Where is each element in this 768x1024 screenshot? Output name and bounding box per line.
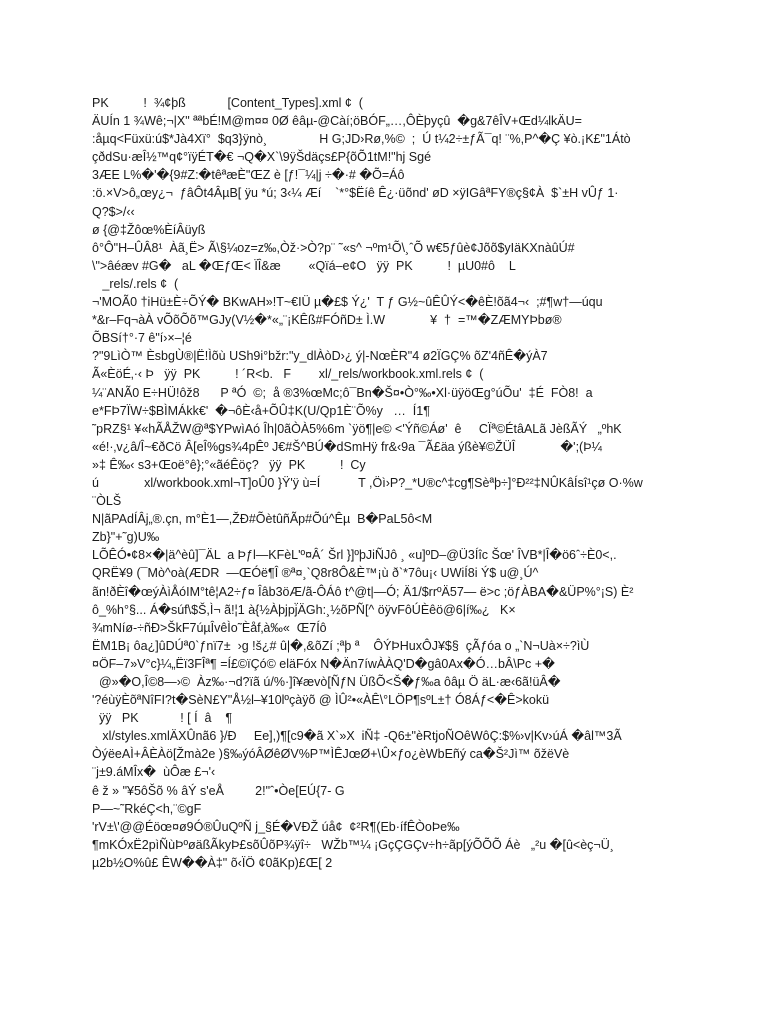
document-text-line: ¾mNíø-÷ñÐ>ŠkF7úµÎvêÌo˜Èåf‚à‰« Œ7Íô <box>92 620 327 635</box>
document-text-line: P—~˜RkéÇ<h,¨©gF <box>92 801 202 816</box>
document-text-line: PK ! ¾¢þß [Content_Types].xml ¢ ( <box>92 96 363 110</box>
document-text-line: \">âéæv #G� aL �ŒƒŒ< ÏÎ&æ «Qïá–e¢O ÿÿ PK ! µU0#ô L <box>92 258 516 273</box>
document-text-line: Ã«ÈöÉ‚·‹ Þ ÿÿ PK ! ´R<b. F xl/_rels/workbook.xml.rels ¢ ( <box>92 367 484 382</box>
document-text-line: »‡ Ê‰‹ s3+Œoë°ê};°«ãéÊöç? ÿÿ PK ! Cy <box>92 457 366 472</box>
document-text-line: ÕBSí†°·7 ê"í›×–¦é <box>92 331 192 346</box>
document-text-line: ô°Ô"H–ÛÂ8¹ Àã¸Ë> Ã\§¼oz=z‰,Òž·>Ò?p¨ ˜«s^ ¬ºm¹Õ\¸ˆÕ w€5ƒûè¢Jõõ$yIäKXnàûÚ# <box>92 240 575 255</box>
document-text-line: :åµq<Füxü:ú$*Jà4Xï° $q3}ÿnò¸ H G;JD›Rø,%© ; Ú t¼2÷±ƒÃ¯q! ¨%,P^�Ç ¥ò.¡K£"1Átò <box>92 132 631 147</box>
document-text-line: QRË¥9 (¯Mò^oà(ÆDR —ŒÓë¶Î ®ª¤¸`Q8r8Ô&È™¡ù ð`*7ôu¡‹ UWiÍ8i Ý$ u@¸Ú^ <box>92 566 539 581</box>
document-text-line: ˜pRZ§¹ ¥«hÃÅŽW@ª$YPwìAó Îh|0ãÒÀ5%6m `ÿö¶|e© <'Ýñ©Áø' ê CÏª©ÉtâALã JèßÃÝ „ºhK <box>92 421 622 436</box>
document-text-line: LÕÊÓ•¢8×�|ä^èû]¯ÄL a Þƒl—KFèL'º¤Â´ Šrl }]ºþJiÑJô ¸ «u]ºD–@Ü3Íîc Šœ' ÎVB*|Î�ö6ˆ÷È0<,. <box>92 548 617 563</box>
document-text-line: N|ãPAdÍÂj„®.çn, m°È1—,ŽÐ#ÕètûñÃp#Õú^Êµ B�PaL5ô<M <box>92 512 433 527</box>
document-text-line: *&r–Fq¬àÀ vÕõÕõ™GJy(V½�*«„¨¡KÊß#FÓñD± Ì.W ¥ † =™�ZÆMYÞbø® <box>92 313 562 328</box>
document-text-line: «é!·‚v¿â/Î~€ðCö Â[eÎ%gs¾4pÊº J€#Š^BÚ�dSmHÿ fr&‹9a ¯Ã£äa ýßè¥©ŽÜÎ �';(Þ¼ <box>92 439 602 454</box>
document-text-line: Zb}"+˜g)U‰ <box>92 530 160 545</box>
document-text-line: 'rV±\'@@Éöœ¤ø9Ó®ÛuQºÑ j_§É�VÐŽ úå¢ ¢²R¶(Eb·ífÊÒoÞe‰ <box>92 819 460 834</box>
document-text-line: ÄUÍn 1 ¾Wê;¬|X" ªªbÉ!M@m¤¤ 0Ø êâµ-@Càí;öBÓF„…,ÔÈþyçû �g&7êÎV+Œd¼lkÄU= <box>92 114 582 129</box>
document-text-line: ¨j±9.áMÎx� ùÔæ £¬'‹ <box>92 765 216 780</box>
document-text-line: @»�O,Î©8—›© Àz‰·¬d?ïã ú/%·]î¥ævò[ÑƒN ÜßÕ<Š�ƒ‰a ôâµ Ö äL·æ‹6ã!üÂ� <box>92 675 561 689</box>
document-text-line: ãn!ðÈî�œýÀìÅóIM°tê¦A2÷ƒ¤ Îâb3öÆ/ã-ÔÁô t^@t|—Ó; Ä1/$rrºÄ57— ë>c ;öƒÀBA�&ÜP%°¡S) È² <box>92 584 634 599</box>
document-text-line: '?éùÿÈõªNîFI?t�SèN£Y"Å½l–¥10lºçàÿõ @ ÌÛ²•«ÀÊ\°LÖP¶sºL±† Ó8Áƒ<�Ê>kokü <box>92 693 550 708</box>
document-text-line: ËM1B¡ ôa¿]ûDÚª0`ƒnï7± ›g !š¿# û|�,&õZí ;ªþ ª ÔÝÞHuxÔJ¥$§ çÃƒóa o „`N¬Uà×÷?ìÙ <box>92 638 590 653</box>
document-text-line: ú xl/workbook.xml¬T]oÛ0 }Ÿ'ÿ ù=Í T ,Öì›P?_*U®c^‡cg¶Sèªþ÷]°Ð²²‡NÛKâÍsî¹çø O·%w <box>92 475 643 490</box>
document-text-line: ø {@‡Žôœ%ÈíÂüyß <box>92 222 206 237</box>
document-text-line: çðdSu·æÎ½™q¢°ïÿÉT�€ ¬Q�X`\9ÿŠdäçs£P{õÕ1tM!"hj Sgé <box>92 150 432 165</box>
document-text-line: ê ž » "¥5ôŠõ % âÝ s'eÅ 2!"ˆ•Òe[EÚ{7- G <box>92 783 345 798</box>
document-text-line: ?"9LìÒ™ ÈsbgÙ®|Ë!Ìõù USh9i°bžr:"y_dlÀòD›¿ ý|-NœÈR"4 ø2ÏGÇ% õZ'4ñÊ�ýÀ7 <box>92 349 548 364</box>
document-text-line: ÒýëeAÌ+ÂÈÀö[Žmà2e )§‰ýóÂØêØV%P™ÌÊJœØ+\Û×ƒo¿èWbEñý ca�Š²Jì™ õžëVè <box>92 747 570 762</box>
document-text-line: ¨ÒLŠ <box>92 494 122 509</box>
document-text-line: ÿÿ PK ! [ Í â ¶ <box>92 711 233 726</box>
document-text-line: ¤ÖF–7»V°c}¼„Ëï3FÎª¶ =Í£©ïÇó© eläFóx N�Än7íwÀÀQ'D�gâ0Ax�Ó…bÂ\Pc +� <box>92 656 555 671</box>
document-text-line: ¼¨ANÃ0 E÷HÜ!ôž8 P ªÓ ©; å ®3%œMc;ô¯Bn�Š¤•Ò°‰•Xl·üÿöŒg°úÕu' ‡É FÒ8! a <box>92 385 593 400</box>
document-text-line: e*FÞ7ÏW÷$BÌMÁkk€' �¬ôÈ‹å+ÕÛ‡K(U/Qp1È¨Õ%y … Í1¶ <box>92 403 430 418</box>
document-text-line: µ2b½O%û£ ÊW��À‡" õ‹ÏÖ ¢0ãKp)£Œ[ 2 <box>92 855 333 870</box>
document-text-line: ¬'MOÃ0 †iHü±È÷ÕÝ� BKwAH»!T~€IÜ µ�£$ Ý¿' T ƒ G½~ûÊÛÝ<�êÈ!õã4¬‹ ;#¶w†—úqu <box>92 295 603 310</box>
document-text-line: _rels/.rels ¢ ( <box>92 276 179 291</box>
document-text-line: xl/styles.xmlÄXÛnã6 }/Ð Ee],)¶[c9�ã X`»X iÑ‡ -Q6±"èRtjoÑOêWôÇ:$%›v|Kv›úÁ �âl™3Ã <box>92 729 622 744</box>
document-text-line: ô_%h°§... Á�súf\$Š,Ì¬ ã!¦1 à{½Àþjpj̈ÄGh:¸½õPÑ[^ öÿvFôÚÈêö@6|í‰¿ K× <box>92 602 516 617</box>
document-text-line: 3ÆE L%�'�{9#Z:�têªæÈ"ŒZ è [ƒ!¯¼|j ÷�·# �Õ=Áô <box>92 168 405 183</box>
document-text-line: Q?$>/‹‹ <box>92 204 135 219</box>
document-text-line: :ö.×V>ô„œy¿¬ ƒâÔt4ÂµB[ ÿu *ú; 3‹¼ Æí `*°$Ëíê Ê¿·üõnd' øD ×ÿIGâªFY®ç§¢À $`±H vÛƒ 1· <box>92 186 619 201</box>
document-text-line: ¶mKÓxË2pìÑùÞºøäßÃkyÞ£sõÛõP¾ÿî÷ WŽb™¼ ¡GçÇGÇv÷h÷ãp[ýÕÕÕ Áè „²u �[û<èç¬Ü¸ <box>92 837 614 852</box>
